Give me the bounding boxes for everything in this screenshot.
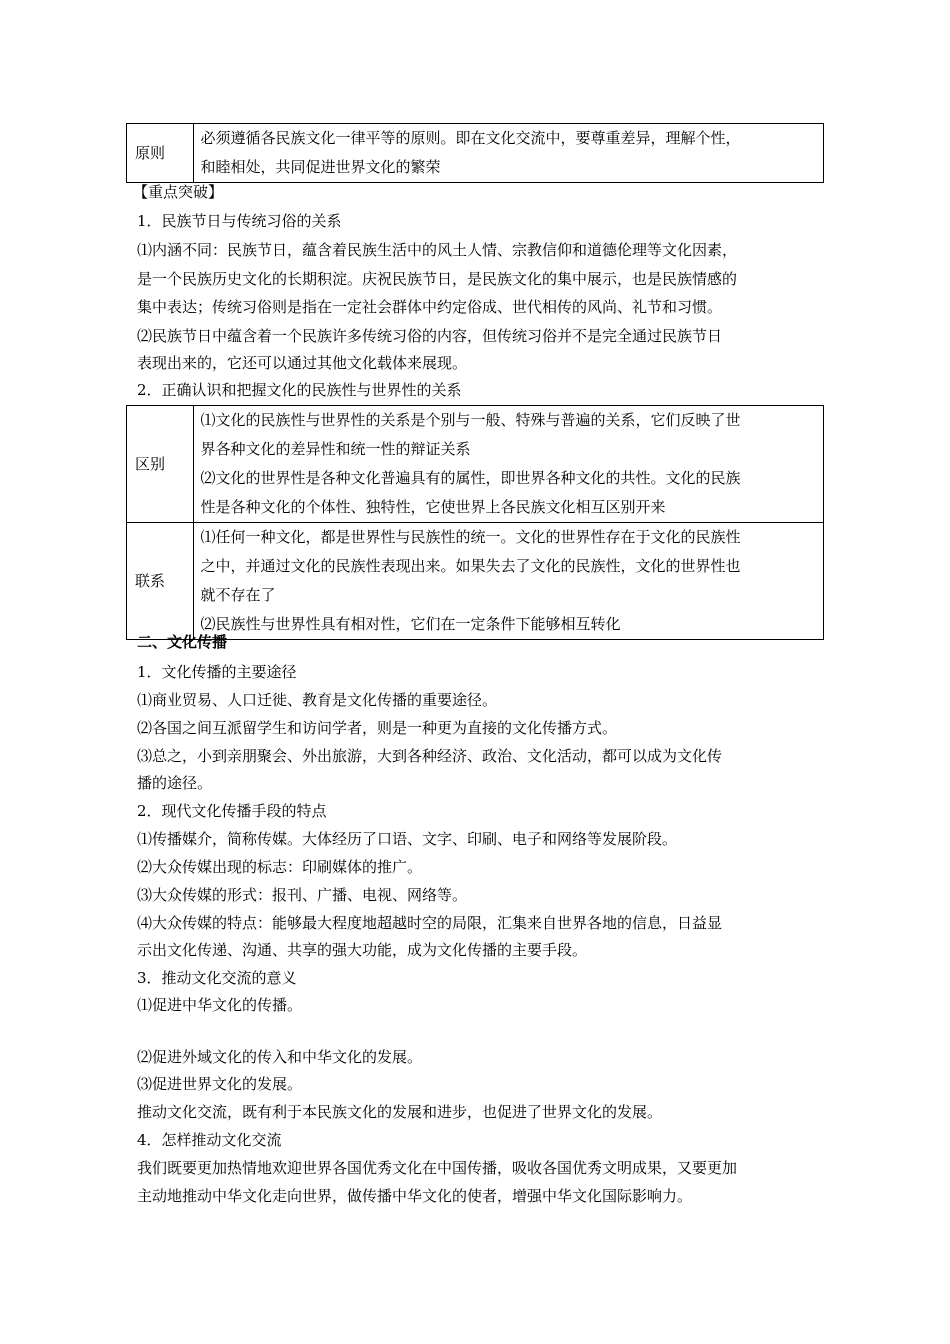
section-heading: 二、文化传播 (137, 633, 228, 651)
table-row (127, 406, 824, 523)
table-cell-line: ⑴文化的民族性与世界性的关系是个别与一般、特殊与普遍的关系，它们反映了世 (200, 411, 741, 429)
paragraph-line: ⑴内涵不同：民族节日，蕴含着民族生活中的风土人情、宗教信仰和道德伦理等文化因素， (137, 241, 738, 259)
paragraph-line: ⑴商业贸易、人口迁徙、教育是文化传播的重要途径。 (137, 691, 498, 709)
paragraph-line: 我们既要更加热情地欢迎世界各国优秀文化在中国传播，吸收各国优秀文明成果，又要更加 (137, 1159, 738, 1177)
paragraph-line: 播的途径。 (137, 774, 213, 792)
table-cell-line: 之中，并通过文化的民族性表现出来。如果失去了文化的民族性，文化的世界性也 (200, 557, 741, 575)
paragraph-line: 4．怎样推动文化交流 (137, 1131, 282, 1149)
paragraph-line: ⑵民族节日中蕴含着一个民族许多传统习俗的内容，但传统习俗并不是完全通过民族节日 (137, 327, 723, 345)
paragraph-line: 2．现代文化传播手段的特点 (137, 802, 327, 820)
table-cell-line: ⑵文化的世界性是各种文化普遍具有的属性，即世界各种文化的共性。文化的民族 (200, 469, 741, 487)
item-title: 2．正确认识和把握文化的民族性与世界性的关系 (137, 381, 462, 399)
table-cell-line: ⑴任何一种文化，都是世界性与民族性的统一。文化的世界性存在于文化的民族性 (200, 528, 741, 546)
paragraph-line: ⑵各国之间互派留学生和访问学者，则是一种更为直接的文化传播方式。 (137, 719, 618, 737)
difference-content (194, 406, 824, 523)
paragraph-line: 示出文化传递、沟通、共享的强大功能，成为文化传播的主要手段。 (137, 941, 588, 959)
paragraph-line: ⑷大众传媒的特点：能够最大程度地超越时空的局限，汇集来自世界各地的信息，日益显 (137, 914, 723, 932)
paragraph-line: 主动地推动中华文化走向世界，做传播中华文化的使者，增强中华文化国际影响力。 (137, 1187, 693, 1205)
table-cell-line: 就不存在了 (200, 586, 276, 604)
paragraph-line: ⑵大众传媒出现的标志：印刷媒体的推广。 (137, 858, 423, 876)
paragraph-line: 1．文化传播的主要途径 (137, 663, 297, 681)
paragraph-line: ⑶大众传媒的形式：报刊、广播、电视、网络等。 (137, 886, 468, 904)
table-row (127, 523, 824, 640)
paragraph-line: 3．推动文化交流的意义 (137, 969, 297, 987)
paragraph-line: ⑴促进中华文化的传播。 (137, 996, 303, 1014)
item-title: 1．民族节日与传统习俗的关系 (137, 212, 342, 230)
paragraph-line: 是一个民族历史文化的长期积淀。庆祝民族节日，是民族文化的集中展示，也是民族情感的 (137, 270, 738, 288)
paragraph-line: ⑴传播媒介，简称传媒。大体经历了口语、文字、印刷、电子和网络等发展阶段。 (137, 830, 678, 848)
paragraph-line: 表现出来的，它还可以通过其他文化载体来展现。 (137, 354, 468, 372)
paragraph-line: ⑶总之，小到亲朋聚会、外出旅游，大到各种经济、政治、文化活动，都可以成为文化传 (137, 747, 723, 765)
table-cell-line: 必须遵循各民族文化一律平等的原则。即在文化交流中，要尊重差异，理解个性， (200, 129, 741, 147)
table-row (127, 124, 824, 183)
table-cell-line: 性是各种文化的个体性、独特性，它使世界上各民族文化相互区别开来 (200, 498, 666, 516)
section-heading: 【重点突破】 (133, 183, 224, 201)
principle-content (194, 124, 824, 183)
connection-label: 联系 (127, 523, 194, 640)
difference-label: 区别 (127, 406, 194, 523)
table-cell-line: ⑵民族性与世界性具有相对性，它们在一定条件下能够相互转化 (200, 615, 621, 633)
principle-table (126, 123, 824, 183)
connection-content (194, 523, 824, 640)
principle-label: 原则 (127, 124, 194, 183)
relation-table (126, 405, 824, 640)
paragraph-line: ⑶促进世界文化的发展。 (137, 1075, 303, 1093)
paragraph-line: 推动文化交流，既有利于本民族文化的发展和进步，也促进了世界文化的发展。 (137, 1103, 663, 1121)
paragraph-line: 集中表达；传统习俗则是指在一定社会群体中约定俗成、世代相传的风尚、礼节和习惯。 (137, 298, 723, 316)
table-cell-line: 和睦相处，共同促进世界文化的繁荣 (200, 158, 441, 176)
paragraph-line: ⑵促进外域文化的传入和中华文化的发展。 (137, 1048, 423, 1066)
table-cell-line: 界各种文化的差异性和统一性的辩证关系 (200, 440, 471, 458)
